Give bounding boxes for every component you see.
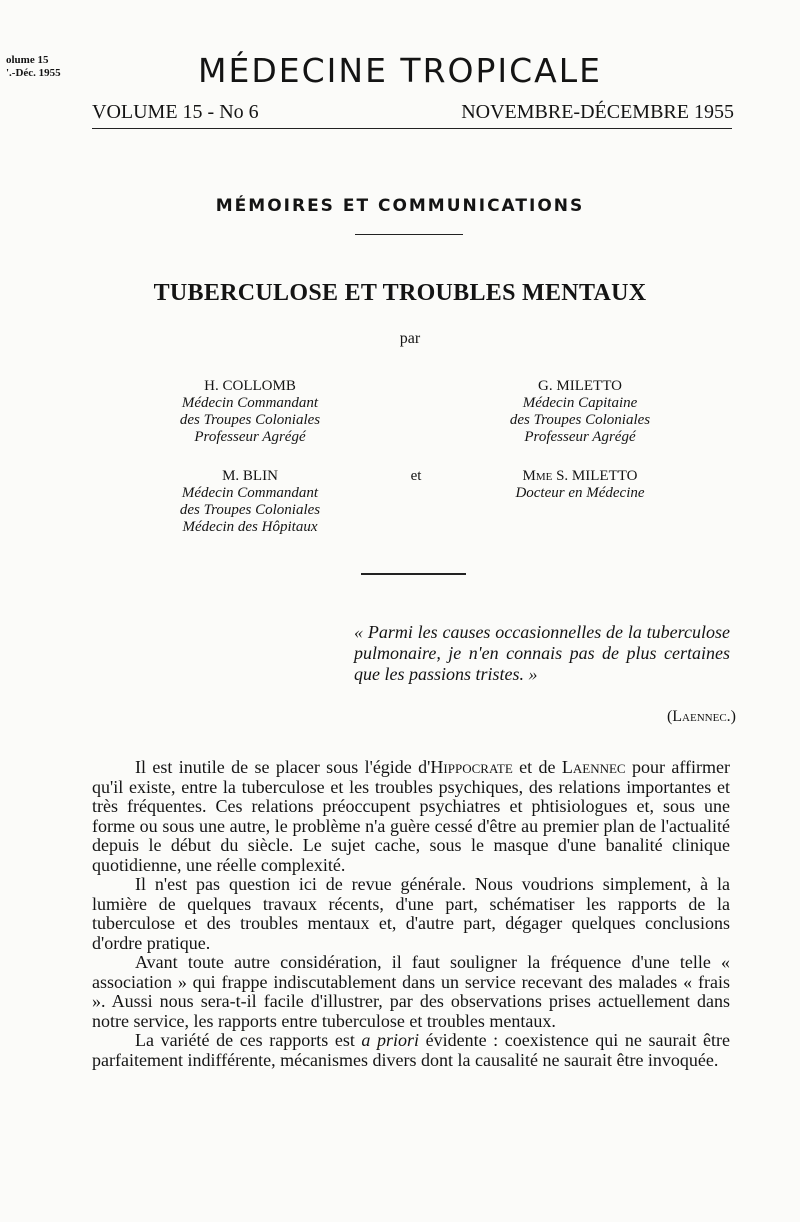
body-paragraph: Avant toute autre considération, il faut souligner la fréquence d'une telle « association » qui frappe indiscutablement dans un service recevant des malades « frais ». Aussi nous sera-t-il facile d'illustrer, par des observations prises actuellement dans notre service, les rapports entre tuberculose et troubles mentaux. [92, 952, 730, 1031]
author-block [150, 378, 350, 446]
article-body [92, 758, 730, 1070]
header-rule [92, 128, 732, 129]
author-role: Docteur en Médecine [515, 485, 645, 501]
text-run: pour affirmer qu'il existe, entre la tuberculose et les troubles psychiques, des relations importantes et très fréquentes. Ces relations préoccupent psychiatres et phtisiologues et, sous une forme ou sous une autre, le problème n'a guère cessé d'être au premier plan de l'actualité depuis le début du siècle. Le sujet cache, sous le masque d'une banalité clinique quotidienne, une réelle complexité. [92, 757, 730, 875]
author-name: G. MILETTO [538, 378, 622, 394]
author-role: Professeur Agrégé [194, 429, 306, 445]
author-role: Professeur Agrégé [524, 429, 636, 445]
issue-line [92, 100, 734, 124]
person-name: Hippocrate [430, 757, 513, 777]
author-conjunction: et [410, 468, 422, 484]
author-role: Médecin des Hôpitaux [182, 519, 318, 535]
author-role: Médecin Capitaine [522, 395, 638, 411]
section-heading: MÉMOIRES ET COMMUNICATIONS [215, 196, 585, 216]
volume-number: VOLUME 15 - No 6 [92, 101, 259, 123]
author-role: des Troupes Coloniales [179, 412, 321, 428]
emphasis-text: a priori [361, 1030, 420, 1050]
text-run: La variété de ces rapports est [135, 1030, 362, 1050]
author-name: H. COLLOMB [204, 378, 296, 394]
epigraph-quote: « Parmi les causes occasionnelles de la tuberculose pulmonaire, je n'en connais pas de plus certaines que les passions tristes. » [354, 622, 730, 684]
text-run: évidente : coexistence qui ne saurait être parfaitement indifférente, mécanismes divers dont la causalité ne saurait être invoquée. [92, 1030, 730, 1070]
section-rule [355, 234, 463, 235]
body-paragraph [92, 758, 730, 875]
author-role: des Troupes Coloniales [509, 412, 651, 428]
author-block [150, 468, 350, 536]
edge-date-text: '.-Déc. 1955 [6, 67, 61, 79]
author-block [470, 468, 690, 502]
article-title: TUBERCULOSE ET TROUBLES MENTAUX [153, 280, 647, 306]
body-paragraph: Il n'est pas question ici de revue générale. Nous voudrions simplement, à la lumière de quelques travaux récents, d'une part, schématiser les rapports de la tuberculose et des troubles mentaux et, d'autre part, dégager quelques conclusions d'ordre pratique. [92, 874, 730, 953]
body-paragraph [92, 1031, 730, 1070]
epigraph-attribution: (Laennec.) [666, 708, 736, 725]
author-role: Médecin Commandant [181, 485, 319, 501]
author-role: Médecin Commandant [181, 395, 319, 411]
text-run: et de [512, 757, 562, 777]
edge-volume-text: olume 15 [6, 54, 49, 66]
journal-title: MÉDECINE TROPICALE [198, 51, 602, 90]
by-line: par [399, 330, 421, 347]
author-role: des Troupes Coloniales [179, 502, 321, 518]
person-name: Laennec [561, 757, 626, 777]
author-name: Mme S. MILETTO [522, 468, 638, 484]
issue-date: NOVEMBRE-DÉCEMBRE 1955 [461, 101, 734, 123]
author-name: M. BLIN [222, 468, 278, 484]
author-rule [361, 573, 466, 575]
author-block [480, 378, 680, 446]
text-run: Il est inutile de se placer sous l'égide d' [135, 757, 431, 777]
